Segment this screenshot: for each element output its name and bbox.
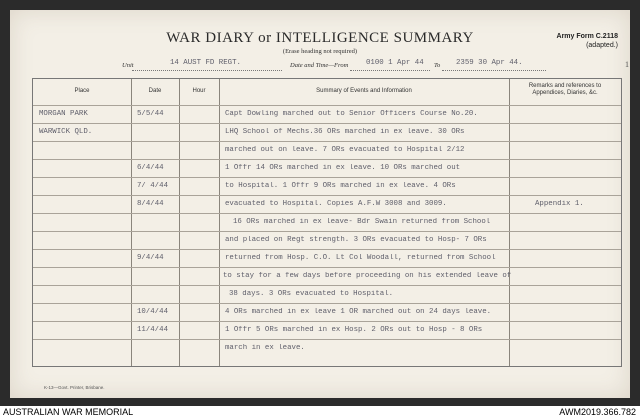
margin-mark: 1 — [625, 60, 629, 69]
unit-value: 14 AUST FD REGT. — [170, 59, 241, 67]
from-underline — [350, 70, 430, 71]
table-row — [33, 339, 621, 358]
row-summary: returned from Hosp. C.O. Lt Col Woodall, returned from School — [225, 254, 496, 262]
printer-footer: K-13—Govt. Printer, Brisbane. — [44, 385, 105, 390]
row-date: 10/4/44 — [137, 308, 169, 316]
row-summary: march in ex leave. — [225, 344, 305, 352]
table-row — [33, 195, 621, 214]
table-row — [33, 303, 621, 322]
unit-underline — [132, 70, 282, 71]
row-summary: LHQ School of Mechs.36 ORs marched in ex leave. 30 ORs — [225, 128, 465, 136]
page-title: WAR DIARY or INTELLIGENCE SUMMARY — [166, 30, 474, 46]
col-header-remarks: Remarks and references to Appendices, Diaries, &c. — [528, 83, 602, 96]
page-subtitle: (Erase heading not required) — [282, 48, 358, 55]
to-underline — [442, 70, 546, 71]
row-summary: 16 ORs marched in ex leave- Bdr Swain returned from School — [233, 218, 491, 226]
table-row — [33, 231, 621, 250]
col-header-date: Date — [148, 88, 162, 94]
row-summary: Capt Dowling marched out to Senior Officers Course No.20. — [225, 110, 478, 118]
col-header-summary: Summary of Events and Information — [316, 88, 412, 94]
row-remarks: Appendix 1. — [535, 200, 584, 208]
row-date: 8/4/44 — [137, 200, 164, 208]
col-header-hour: Hour — [192, 88, 206, 94]
row-date: 11/4/44 — [137, 326, 169, 334]
row-summary: to stay for a few days before proceeding on his extended leave of — [223, 272, 512, 280]
army-form-id — [557, 32, 618, 50]
table-row — [33, 249, 621, 268]
row-summary: and placed on Regt strength. 3 ORs evacuated to Hosp- 7 ORs — [225, 236, 487, 244]
row-date: 9/4/44 — [137, 254, 164, 262]
diary-table — [32, 78, 622, 367]
row-date: 7/ 4/44 — [137, 182, 169, 190]
army-form-number: Army Form C.2118 — [556, 33, 618, 40]
table-row — [33, 141, 621, 160]
table-row — [33, 123, 621, 142]
table-row — [33, 105, 621, 124]
to-label: To — [434, 62, 441, 69]
table-row — [33, 177, 621, 196]
accession-number: AWM2019.366.782 — [559, 407, 636, 417]
from-value: 0100 1 Apr 44 — [366, 59, 424, 67]
army-form-adapted: (adapted.) — [586, 42, 618, 49]
credit-bar — [0, 406, 640, 420]
row-summary: to Hospital. 1 Offr 9 ORs marched in ex leave. 4 ORs — [225, 182, 456, 190]
row-place: WARWICK QLD. — [39, 128, 93, 136]
row-date: 5/5/44 — [137, 110, 164, 118]
table-row — [33, 321, 621, 340]
col-header-place: Place — [74, 88, 90, 94]
row-place: MORGAN PARK — [39, 110, 88, 118]
row-summary: 38 days. 3 ORs evacuated to Hospital. — [229, 290, 394, 298]
table-row — [33, 213, 621, 232]
institution-credit: AUSTRALIAN WAR MEMORIAL — [3, 407, 134, 417]
table-row — [33, 267, 621, 286]
table-row — [33, 285, 621, 304]
row-summary: 1 Offr 14 ORs marched in ex leave. 10 ORs marched out — [225, 164, 461, 172]
row-summary: marched out on leave. 7 ORs evacuated to Hospital 2/12 — [225, 146, 465, 154]
table-row — [33, 159, 621, 178]
row-summary: 1 Offr 5 ORs marched in ex Hosp. 2 ORs out to Hosp - 8 ORs — [225, 326, 483, 334]
date-time-label: Date and Time—From — [290, 62, 349, 69]
row-summary: 4 ORs marched in ex leave 1 OR marched out on 24 days leave. — [225, 308, 492, 316]
to-value: 2359 30 Apr 44. — [456, 59, 523, 67]
row-date: 6/4/44 — [137, 164, 164, 172]
row-summary: evacuated to Hospital. Copies A.F.W 3008 and 3009. — [225, 200, 447, 208]
unit-label: Unit — [122, 62, 134, 69]
diary-sheet — [10, 10, 630, 398]
